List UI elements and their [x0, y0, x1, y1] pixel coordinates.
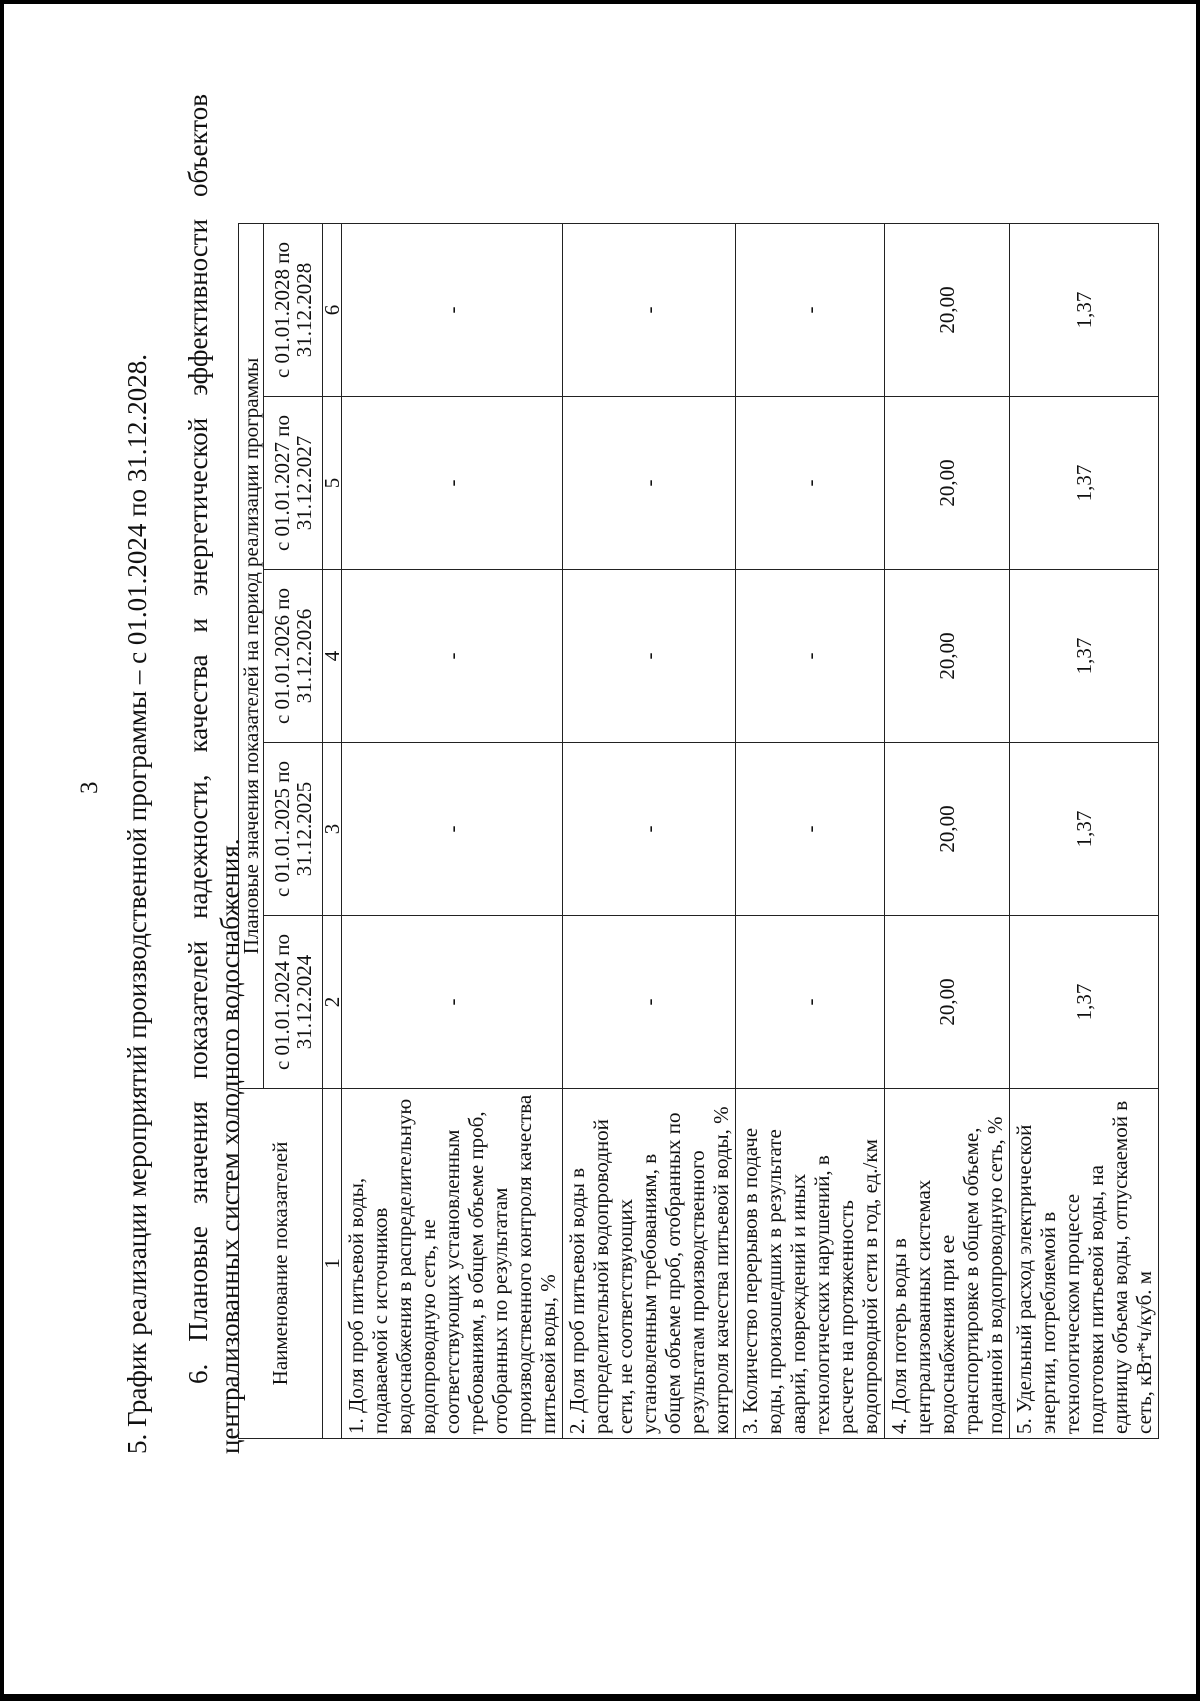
indicator-value: 20,00 — [885, 916, 1010, 1089]
indicator-value: - — [342, 224, 563, 397]
section-6-text: 6. Плановые значения показателей надежности, качества и энергетической эффективности объектов централизованных систем холодного водоснабжения. — [183, 94, 245, 1454]
indicator-value: - — [736, 916, 885, 1089]
indicator-name: 5. Удельный расход электрической энергии, потребляемой в технологическом процессе подготовки питьевой воды, на единицу объема воды, отпускаемой в сеть, кВт*ч/куб. м — [1010, 1089, 1159, 1439]
column-number: 3 — [323, 743, 342, 916]
table-row — [1010, 224, 1159, 1439]
indicator-value: - — [342, 397, 563, 570]
indicator-value: - — [563, 397, 736, 570]
table-row — [736, 224, 885, 1439]
indicator-value: 20,00 — [885, 224, 1010, 397]
indicator-value: - — [342, 916, 563, 1089]
table-row — [563, 224, 736, 1439]
header-plan-cell: Плановые значения показателей на период реализации программы — [239, 224, 264, 1089]
header-name-cell: Наименование показателей — [239, 1089, 323, 1439]
section-6-heading — [182, 94, 246, 1454]
indicator-value: 1,37 — [1010, 397, 1159, 570]
column-number: 5 — [323, 397, 342, 570]
indicator-value: - — [563, 224, 736, 397]
indicator-value: 1,37 — [1010, 916, 1159, 1089]
table-row — [885, 224, 1010, 1439]
indicator-value: 1,37 — [1010, 224, 1159, 397]
column-number: 6 — [323, 224, 342, 397]
indicator-name: 3. Количество перерывов в подаче воды, произошедших в результате аварий, повреждений и иных технологических нарушений, в расчете на протяженность водопроводной сети в год, ед./км — [736, 1089, 885, 1439]
indicator-value: - — [563, 570, 736, 743]
period-cell: с 01.01.2025 по 31.12.2025 — [264, 743, 323, 916]
page-number: 3 — [76, 781, 103, 794]
period-cell: с 01.01.2028 по 31.12.2028 — [264, 224, 323, 397]
rotated-content — [4, 4, 1196, 1694]
column-number: 1 — [323, 1089, 342, 1439]
indicator-value: - — [736, 397, 885, 570]
indicator-value: - — [736, 224, 885, 397]
column-number: 4 — [323, 570, 342, 743]
section-5-heading: 5. График реализации мероприятий производственной программы – с 01.01.2024 по 31.12.2028. — [122, 353, 152, 1454]
indicator-value: - — [342, 743, 563, 916]
indicator-value: - — [342, 570, 563, 743]
indicator-name: 4. Доля потерь воды в централизованных системах водоснабжения при ее транспортировке в общем объеме, поданной в водопроводную сеть, % — [885, 1089, 1010, 1439]
indicator-value: 20,00 — [885, 570, 1010, 743]
period-cell: с 01.01.2024 по 31.12.2024 — [264, 916, 323, 1089]
indicator-name: 2. Доля проб питьевой воды в распределительной водопроводной сети, не соответствующих установленным требованиям, в общем объеме проб, отобранных по результатам производственного контроля качества питьевой воды, % — [563, 1089, 736, 1439]
indicator-value: 1,37 — [1010, 570, 1159, 743]
period-cell: с 01.01.2026 по 31.12.2026 — [264, 570, 323, 743]
indicator-name: 1. Доля проб питьевой воды, подаваемой с источников водоснабжения в распределительную водопроводную сеть, не соответствующих установленным требованиям, в общем объеме проб, отобранных по результатам производственного контроля качества питьевой воды, % — [342, 1089, 563, 1439]
indicator-value: - — [736, 570, 885, 743]
period-cell: с 01.01.2027 по 31.12.2027 — [264, 397, 323, 570]
table-header-row — [239, 224, 264, 1439]
column-number: 2 — [323, 916, 342, 1089]
indicator-value: 1,37 — [1010, 743, 1159, 916]
indicator-value: - — [736, 743, 885, 916]
table-row — [342, 224, 563, 1439]
column-number-row — [323, 224, 342, 1439]
indicator-value: 20,00 — [885, 397, 1010, 570]
indicators-table — [238, 223, 1159, 1439]
indicator-value: - — [563, 916, 736, 1089]
indicator-value: - — [563, 743, 736, 916]
indicator-value: 20,00 — [885, 743, 1010, 916]
document-page — [4, 4, 1196, 1694]
